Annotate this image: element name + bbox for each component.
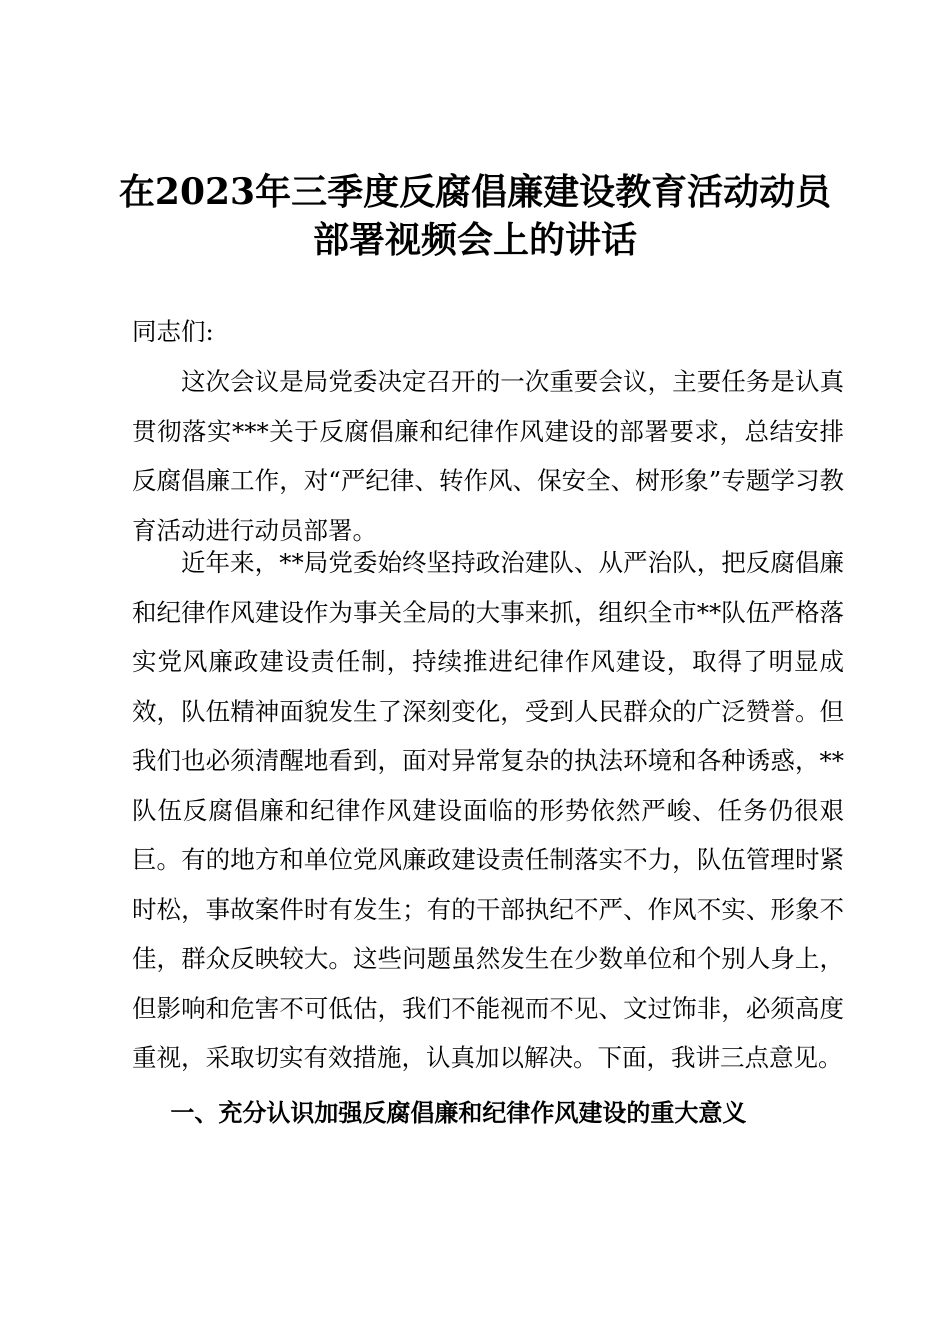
section-heading: 一、充分认识加强反腐倡廉和纪律作风建设的重大意义 [170, 1099, 747, 1127]
salutation: 同志们: [132, 317, 214, 346]
paragraph-1: 这次会议是局党委决定召开的一次重要会议，主要任务是认真贯彻落实***关于反腐倡廉和纪律作风建设的部署要求，总结安排反腐倡廉工作，对“严纪律、转作风、保安全、树形象”专题学习教育活动进行动员部署。 [132, 367, 844, 545]
document-title: 在2023年三季度反腐倡廉建设教育活动动员部署视频会上的讲话 [118, 171, 832, 261]
paragraph-2: 近年来，**局党委始终坚持政治建队、从严治队，把反腐倡廉和纪律作风建设作为事关全局的大事来抓，组织全市**队伍严格落实党风廉政建设责任制，持续推进纪律作风建设，取得了明显成效，队伍精神面貌发生了深刻变化，受到人民群众的广泛赞誉。但我们也必须清醒地看到，面对异常复杂的执法环境和各种诱惑，**队伍反腐倡廉和纪律作风建设面临的形势依然严峻、任务仍很艰巨。有的地方和单位党风廉政建设责任制落实不力，队伍管理时紧时松，事故案件时有发生；有的干部执纪不严、作风不实、形象不佳，群众反映较大。这些问题虽然发生在少数单位和个别人身上，但影响和危害不可低估，我们不能视而不见、文过饰非，必须高度重视，采取切实有效措施，认真加以解决。下面，我讲三点意见。 [132, 548, 844, 1072]
